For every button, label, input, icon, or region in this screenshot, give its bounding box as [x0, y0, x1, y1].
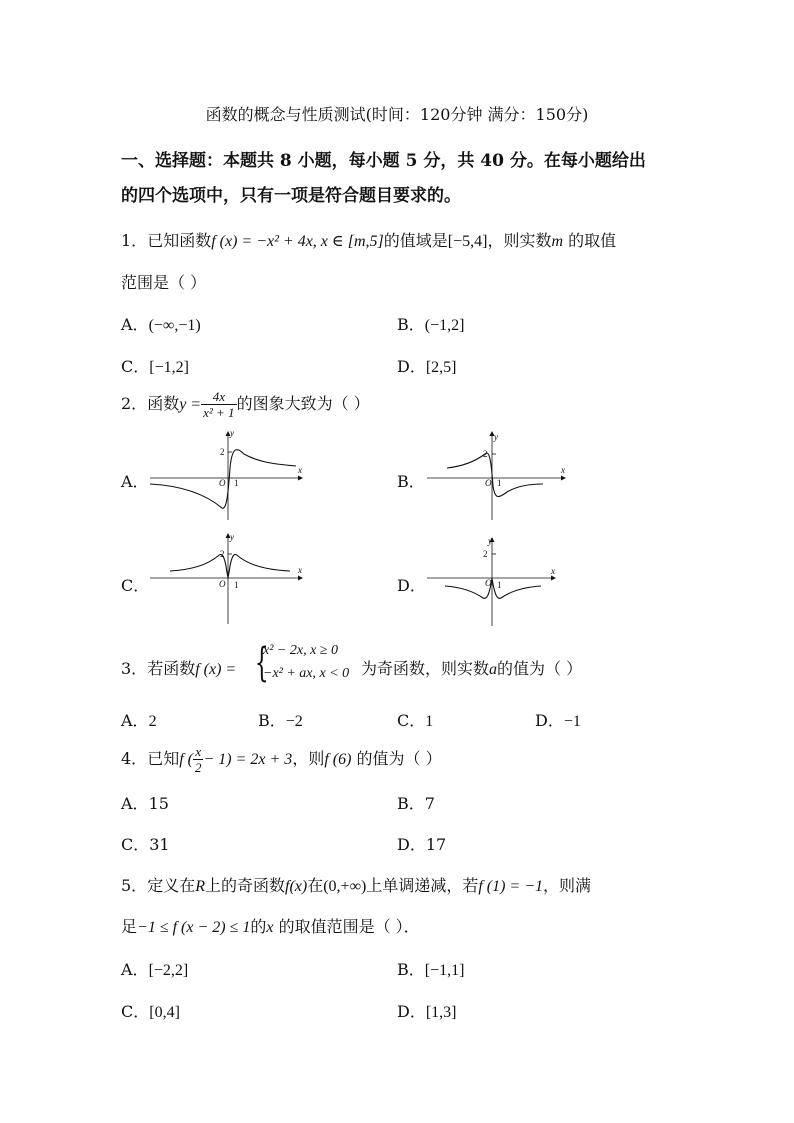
y-label: y [230, 428, 234, 438]
q4-option-d[interactable]: D．17 [397, 835, 447, 854]
math-fx: f (x) = [195, 661, 237, 678]
x-axis-arrow [298, 476, 303, 481]
math-fraction: $\frac{x}{2}$ [194, 744, 202, 775]
question-2-line1 [121, 389, 370, 420]
question-text: 足 [121, 917, 138, 936]
two-label: 2 [220, 549, 225, 559]
q3-option-d[interactable]: D．−1 [535, 711, 581, 730]
x-label: x [298, 465, 302, 475]
question-text: 为奇函数，则实数 [361, 659, 490, 678]
question-text: 的 [250, 917, 267, 936]
x-axis-arrow [298, 576, 303, 581]
piecewise-brace: { [254, 640, 269, 686]
question-4-line1 [121, 744, 442, 775]
two-label: 2 [483, 449, 488, 459]
question-text: 上的奇函数 [204, 876, 285, 895]
question-text: 的值为（ ） [351, 749, 442, 768]
y-label: y [488, 536, 492, 546]
piecewise-case-1: x² − 2x, x ≥ 0 [263, 643, 338, 658]
math-inequality: −1 ≤ f (x − 2) ≤ 1 [137, 919, 251, 936]
origin-label: O [219, 579, 226, 589]
math-formula: f (x) = −x² + 4x, x ∈ [m,5] [211, 233, 384, 250]
math-range: [−5,4] [447, 233, 488, 250]
q2-option-b[interactable]: B． [397, 472, 425, 491]
two-label: 2 [220, 447, 225, 457]
question-number: 2． [121, 394, 148, 413]
q1-option-c[interactable]: C．[−1,2] [121, 357, 189, 376]
q4-option-a[interactable]: A．15 [121, 794, 169, 813]
question-text: 的图象大致为（ ） [236, 394, 370, 413]
question-text: 在 [307, 876, 324, 895]
x-label: x [561, 465, 565, 475]
question-text: 函数 [147, 394, 180, 413]
math-x: x [266, 919, 274, 936]
one-label: 1 [234, 478, 239, 488]
question-text: 定义在 [147, 876, 196, 895]
q1-option-d[interactable]: D．[2,5] [397, 357, 457, 376]
math-fx: f(x) [285, 878, 308, 895]
math-f1: f (1) = −1 [478, 878, 544, 895]
question-3-line1 [121, 656, 236, 679]
curve [447, 453, 543, 497]
one-label: 1 [497, 478, 502, 488]
q2-option-c[interactable]: C． [121, 576, 150, 595]
question-1-line2: 范围是（ ） [121, 273, 207, 292]
q4-option-c[interactable]: C．31 [121, 835, 170, 854]
two-label: 2 [483, 549, 488, 559]
question-text: 的取值范围是（ ）． [273, 917, 420, 936]
question-text: ，则 [292, 749, 325, 768]
question-text: 的值为（ ） [497, 659, 583, 678]
question-number: 1． [121, 231, 148, 250]
question-1-line1 [121, 228, 616, 251]
math-R: R [195, 878, 205, 895]
curve [170, 554, 290, 578]
math-f: f ( [179, 751, 193, 768]
math-interval: (0,+∞) [323, 878, 367, 895]
question-number: 4． [121, 749, 148, 768]
math-var: a [489, 661, 498, 678]
question-text: 的取值 [563, 231, 617, 250]
origin-label: O [219, 478, 226, 488]
question-5-line2 [121, 914, 420, 937]
one-label: 1 [234, 580, 239, 590]
question-text: 已知 [147, 749, 180, 768]
question-5-line1 [121, 873, 591, 896]
one-label: 1 [497, 580, 502, 590]
q5-option-b[interactable]: B．[−1,1] [397, 960, 465, 979]
question-text: 上单调递减，若 [366, 876, 479, 895]
question-number: 5． [121, 876, 148, 895]
math-f6: f (6) [324, 751, 352, 768]
q1-option-b[interactable]: B．(−1,2] [397, 315, 465, 334]
graph-c[interactable] [148, 530, 308, 626]
graph-a[interactable] [148, 428, 308, 524]
question-text: ，则实数 [487, 231, 552, 250]
origin-label: O [485, 578, 492, 588]
q5-option-a[interactable]: A．[−2,2] [121, 960, 189, 979]
q2-option-a[interactable]: A． [121, 472, 149, 491]
q3-option-b[interactable]: B．−2 [258, 711, 303, 730]
math-fraction: $\frac{4x}{\text{x² + 1}}$ [203, 389, 235, 420]
question-text: 已知函数 [147, 231, 212, 250]
question-text: 若函数 [147, 659, 196, 678]
q4-option-b[interactable]: B．7 [397, 794, 435, 813]
page-title: 函数的概念与性质测试(时间：120分钟 满分：150分) [205, 105, 589, 124]
section-heading-line1: 一、选择题：本题共 8 小题，每小题 5 分，共 40 分。在每小题给出 [121, 151, 646, 171]
q2-option-d[interactable]: D． [397, 576, 426, 595]
math-var: m [551, 233, 564, 250]
x-label: x [551, 566, 555, 576]
question-number: 3． [121, 659, 148, 678]
x-label: x [298, 565, 302, 575]
q5-option-d[interactable]: D．[1,3] [397, 1002, 457, 1021]
math-rest: − 1) = 2x + 3 [203, 751, 293, 768]
q3-option-c[interactable]: C．1 [397, 711, 434, 730]
math-lhs: y = [179, 396, 202, 413]
x-axis-arrow [551, 576, 556, 581]
x-axis-arrow [561, 476, 566, 481]
q1-option-a[interactable]: A．(−∞,−1) [121, 315, 201, 334]
origin-label: O [485, 478, 492, 488]
graph-d[interactable] [425, 534, 575, 630]
curve [445, 578, 541, 598]
section-heading-line2: 的四个选项中，只有一项是符合题目要求的。 [121, 186, 461, 206]
graph-b[interactable] [425, 428, 575, 524]
y-label: y [230, 532, 234, 542]
question-3-tail [361, 656, 582, 679]
y-label: y [494, 432, 498, 442]
q5-option-c[interactable]: C．[0,4] [121, 1002, 180, 1021]
question-text: 的值域是 [383, 231, 448, 250]
question-text: ，则满 [543, 876, 592, 895]
q3-option-a[interactable]: A．2 [121, 711, 157, 730]
piecewise-case-2: −x² + ax, x < 0 [263, 666, 350, 681]
